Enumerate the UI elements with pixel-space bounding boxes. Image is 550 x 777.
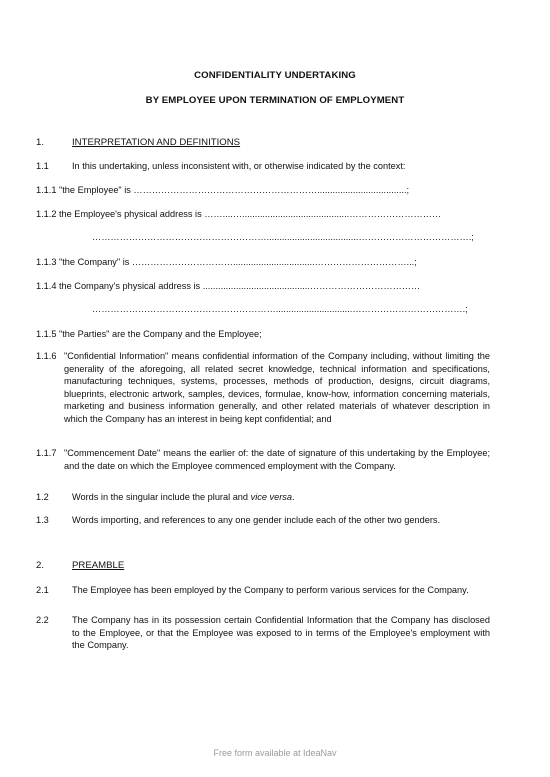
clause-number: 1.1.6 bbox=[36, 351, 57, 361]
section-number: 1. bbox=[36, 137, 45, 148]
clause-number: 1.1.7 bbox=[36, 448, 57, 458]
footer-watermark: Free form available at IdeaNav bbox=[213, 748, 337, 758]
clause-text: "Commencement Date" means the earlier of: the date of signature of this undertaking by the Employee; and the date on which the Employee commenced employment with the Company. bbox=[64, 448, 490, 471]
clause-number: 1.3 bbox=[36, 515, 49, 525]
clause-1-1-4 bbox=[36, 280, 490, 293]
clause-1-1-2-continuation: …………………………………………………....................................……………………………….; bbox=[92, 232, 474, 242]
clause-text: 1.1.4 the Company's physical address is ..........................................……………………………… bbox=[36, 281, 421, 291]
clause-1-1-5 bbox=[36, 328, 490, 341]
clause-number: 2.2 bbox=[36, 615, 49, 625]
document-title: CONFIDENTIALITY UNDERTAKING bbox=[194, 70, 356, 81]
clause-1-1-2 bbox=[36, 208, 490, 221]
clause-1-1-4-continuation: ……………………………………………………..............................……………………………….; bbox=[92, 304, 468, 314]
italic-phrase: vice versa bbox=[250, 492, 292, 502]
clause-text: The Company has in its possession certain Confidential Information that the Company has disclosed to the Employee, or that the Employee was exposed to in terms of the Employee's employment with the Company. bbox=[72, 615, 490, 651]
section-2-heading bbox=[36, 560, 124, 571]
clause-number: 1.1 bbox=[36, 161, 49, 171]
clause-text: "Confidential Information" means confidential information of the Company including, without limiting the generality of the aforegoing, all related secret knowledge, technical information and specifications, manufacturing techniques, systems, processes, methods of production, designs, circuit diagrams, blueprints, electronic artwork, samples, devices, formulae, know-how, information concerning materials, marketing and business information generally, and other related materials of whatever description in which the Company has an interest in being kept confidential; and bbox=[64, 351, 490, 424]
clause-text: The Employee has been employed by the Company to perform various services for the Company. bbox=[72, 585, 469, 595]
section-number: 2. bbox=[36, 560, 45, 571]
section-1-heading bbox=[36, 137, 240, 148]
clause-number: 2.1 bbox=[36, 585, 49, 595]
clause-1-1-3 bbox=[36, 256, 490, 269]
clause-1-1-1 bbox=[36, 184, 490, 197]
document-subtitle: BY EMPLOYEE UPON TERMINATION OF EMPLOYMENT bbox=[145, 95, 405, 106]
section-title: INTERPRETATION AND DEFINITIONS bbox=[72, 137, 241, 148]
clause-text: 1.1.2 the Employee's physical address is ……....…..........................................………………………… bbox=[36, 209, 442, 219]
clause-text: 1.1.3 "the Company" is ……………………………................................…………………………...; bbox=[36, 257, 417, 267]
clause-number: 1.2 bbox=[36, 492, 49, 502]
clause-text: 1.1.1 "the Employee" is ……………………………………………………...................................; bbox=[36, 185, 410, 195]
clause-text: Words in the singular include the plural and vice versa. bbox=[72, 492, 295, 502]
section-title: PREAMBLE bbox=[72, 560, 125, 571]
clause-text: In this undertaking, unless inconsistent with, or otherwise indicated by the context: bbox=[72, 161, 406, 171]
clause-text: Words importing, and references to any one gender include each of the other two genders. bbox=[72, 515, 441, 525]
clause-text: 1.1.5 "the Parties" are the Company and the Employee; bbox=[36, 329, 262, 339]
